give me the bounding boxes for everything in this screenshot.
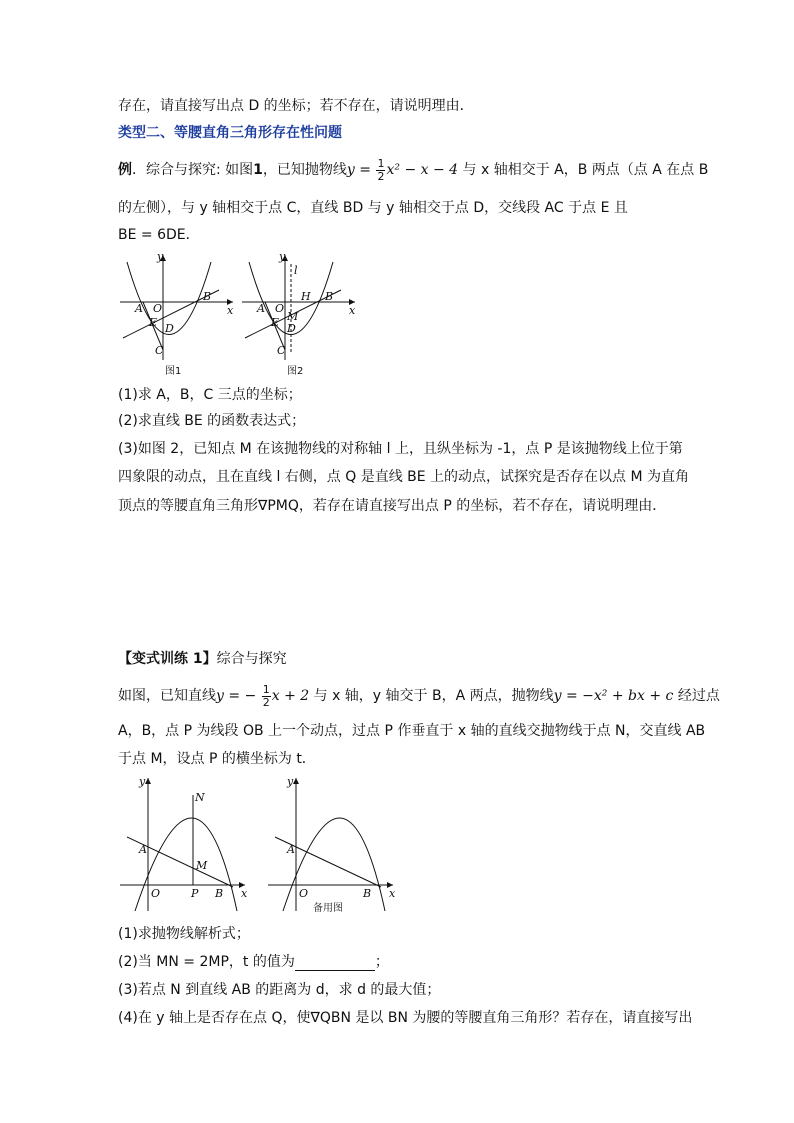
example-line-1 <box>118 157 708 183</box>
fig2-label-b: B <box>325 290 334 303</box>
fig1-label-y: y <box>157 250 164 263</box>
fig2-label-y: y <box>279 250 286 263</box>
fig1-label-c: C <box>155 344 164 357</box>
vfig1-label-y: y <box>139 775 146 788</box>
vfig1-label-n: N <box>195 791 205 804</box>
example-text-post: 与 x 轴相交于 A，B 两点（点 A 在点 B <box>458 162 709 178</box>
fig1-label-a: A <box>135 302 143 315</box>
example-q2: (2)求直线 BE 的函数表达式； <box>118 413 306 429</box>
fig1-labels <box>134 250 234 357</box>
example-line-2: 的左侧），与 y 轴相交于点 C，直线 BD 与 y 轴相交于点 D，交线段 AC 于点 E 且 <box>118 200 628 216</box>
vfig2-label-x: x <box>389 887 396 900</box>
fig1-label-d: D <box>165 322 174 335</box>
vfig2-label-b: B <box>363 887 372 900</box>
example-q1: (1)求 A，B，C 三点的坐标； <box>118 387 302 403</box>
fig2-label-d: D <box>287 322 296 335</box>
fig2-label-a: A <box>257 302 265 315</box>
vfig1-label-a: A <box>139 843 147 856</box>
fig2-label-e: E <box>271 316 280 329</box>
variant-q4: (4)在 y 轴上是否存在点 Q，使∇QBN 是以 BN 为腰的等腰直角三角形？若存在，请直接写出 <box>118 1010 693 1026</box>
fig1-label-o: O <box>153 302 163 315</box>
example-q3-line-3: 顶点的等腰直角三角形∇PMQ，若存在请直接写出点 P 的坐标，若不存在，请说明理由． <box>118 498 667 514</box>
variant-q2-post: ； <box>374 954 389 970</box>
fig2-label-x: x <box>349 304 356 317</box>
variant-text-mid: 与 x 轴，y 轴交于 B，A 两点，抛物线 <box>309 688 554 704</box>
fig2-label-h: H <box>301 290 311 303</box>
vfig1-label-p: P <box>191 887 199 900</box>
variant-q1: (1)求抛物线解析式； <box>118 926 250 942</box>
answer-blank[interactable] <box>295 956 375 971</box>
vfig1-y-arrow-icon <box>145 778 151 784</box>
example-eq-y: y <box>346 162 355 178</box>
vfig2-label-a: A <box>287 843 295 856</box>
variant-eq2: y = −x² + bx + c <box>553 688 674 704</box>
example-fig-num: 1 <box>253 162 263 178</box>
example-text-pre: ．综合与探究: 如图 <box>132 162 254 178</box>
vfig1-label-m: M <box>196 859 208 872</box>
fig1-label-e: E <box>149 316 158 329</box>
variant-eq-rest: x + 2 <box>271 688 310 704</box>
variant-eq-y: y <box>216 688 224 704</box>
example-q3-line-2: 四象限的动点，且在直线 l 右侧，点 Q 是直线 BE 上的动点，试探究是否存在以点 M 为直角 <box>118 469 690 485</box>
variant-eq-eq: = − <box>223 688 261 704</box>
fig2-label-o: O <box>275 302 285 315</box>
example-text-mid: ，已知抛物线 <box>262 162 347 178</box>
vfig2-y-arrow-icon <box>293 778 299 784</box>
fig1-label-x: x <box>227 304 234 317</box>
intro-line: 存在，请直接写出点 D 的坐标；若不存在，请说明理由． <box>118 98 474 114</box>
example-q3-line-1: (3)如图 2，已知点 M 在该抛物线的对称轴 l 上，且纵坐标为 -1，点 P 是该抛物线上位于第 <box>118 441 683 457</box>
variant-line-2: A，B，点 P 为线段 OB 上一个动点，过点 P 作垂直于 x 轴的直线交抛物线于点 N，交直线 AB <box>118 723 706 739</box>
vfig1-label-x: x <box>241 887 248 900</box>
example-label: 例 <box>118 162 132 178</box>
variant-figures <box>115 775 405 913</box>
variant-frac-den: 2 <box>262 695 270 709</box>
variant-q3: (3)若点 N 到直线 AB 的距离为 d，求 d 的最大值； <box>118 982 441 998</box>
example-frac-num: 1 <box>377 156 385 170</box>
vfig2-label-y: y <box>287 775 294 788</box>
example-figures <box>115 250 365 378</box>
variant-fraction <box>262 684 271 709</box>
vfig1-label-o: O <box>151 887 161 900</box>
fig2-label-c: C <box>277 344 286 357</box>
example-fraction <box>376 158 385 183</box>
variant-title <box>118 650 287 668</box>
example-frac-den: 2 <box>377 169 385 183</box>
example-eq-eq: = <box>354 162 376 178</box>
variant-line-3: 于点 M，设点 P 的横坐标为 t． <box>118 751 316 767</box>
fig2-label-m: M <box>287 310 299 323</box>
fig2-label-l: l <box>294 264 298 277</box>
vfig1-label-b: B <box>215 887 224 900</box>
variant-figure-backup <box>268 775 396 913</box>
variant-text-pre: 如图，已知直线 <box>118 688 216 704</box>
variant-title-rest: 综合与探究 <box>216 651 287 667</box>
fig1-caption: 图1 <box>165 366 182 377</box>
vfig2-caption: 备用图 <box>313 903 343 913</box>
variant-frac-num: 1 <box>262 682 270 696</box>
figure-2 <box>242 250 356 377</box>
fig2-caption: 图2 <box>287 366 304 377</box>
vfig2-label-o: O <box>299 887 309 900</box>
variant-text-post: 经过点 <box>673 688 720 704</box>
variant-q2 <box>118 953 389 971</box>
example-line-3: BE = 6DE． <box>118 227 200 243</box>
fig1-label-b: B <box>203 290 212 303</box>
variant-title-bracket: 【变式训练 1】 <box>118 651 217 667</box>
section-heading: 类型二、等腰直角三角形存在性问题 <box>118 125 342 141</box>
example-eq-rest: x² − x − 4 <box>386 162 459 178</box>
variant-q2-pre: (2)当 MN = 2MP，t 的值为 <box>118 954 295 970</box>
variant-line-1 <box>118 683 720 709</box>
